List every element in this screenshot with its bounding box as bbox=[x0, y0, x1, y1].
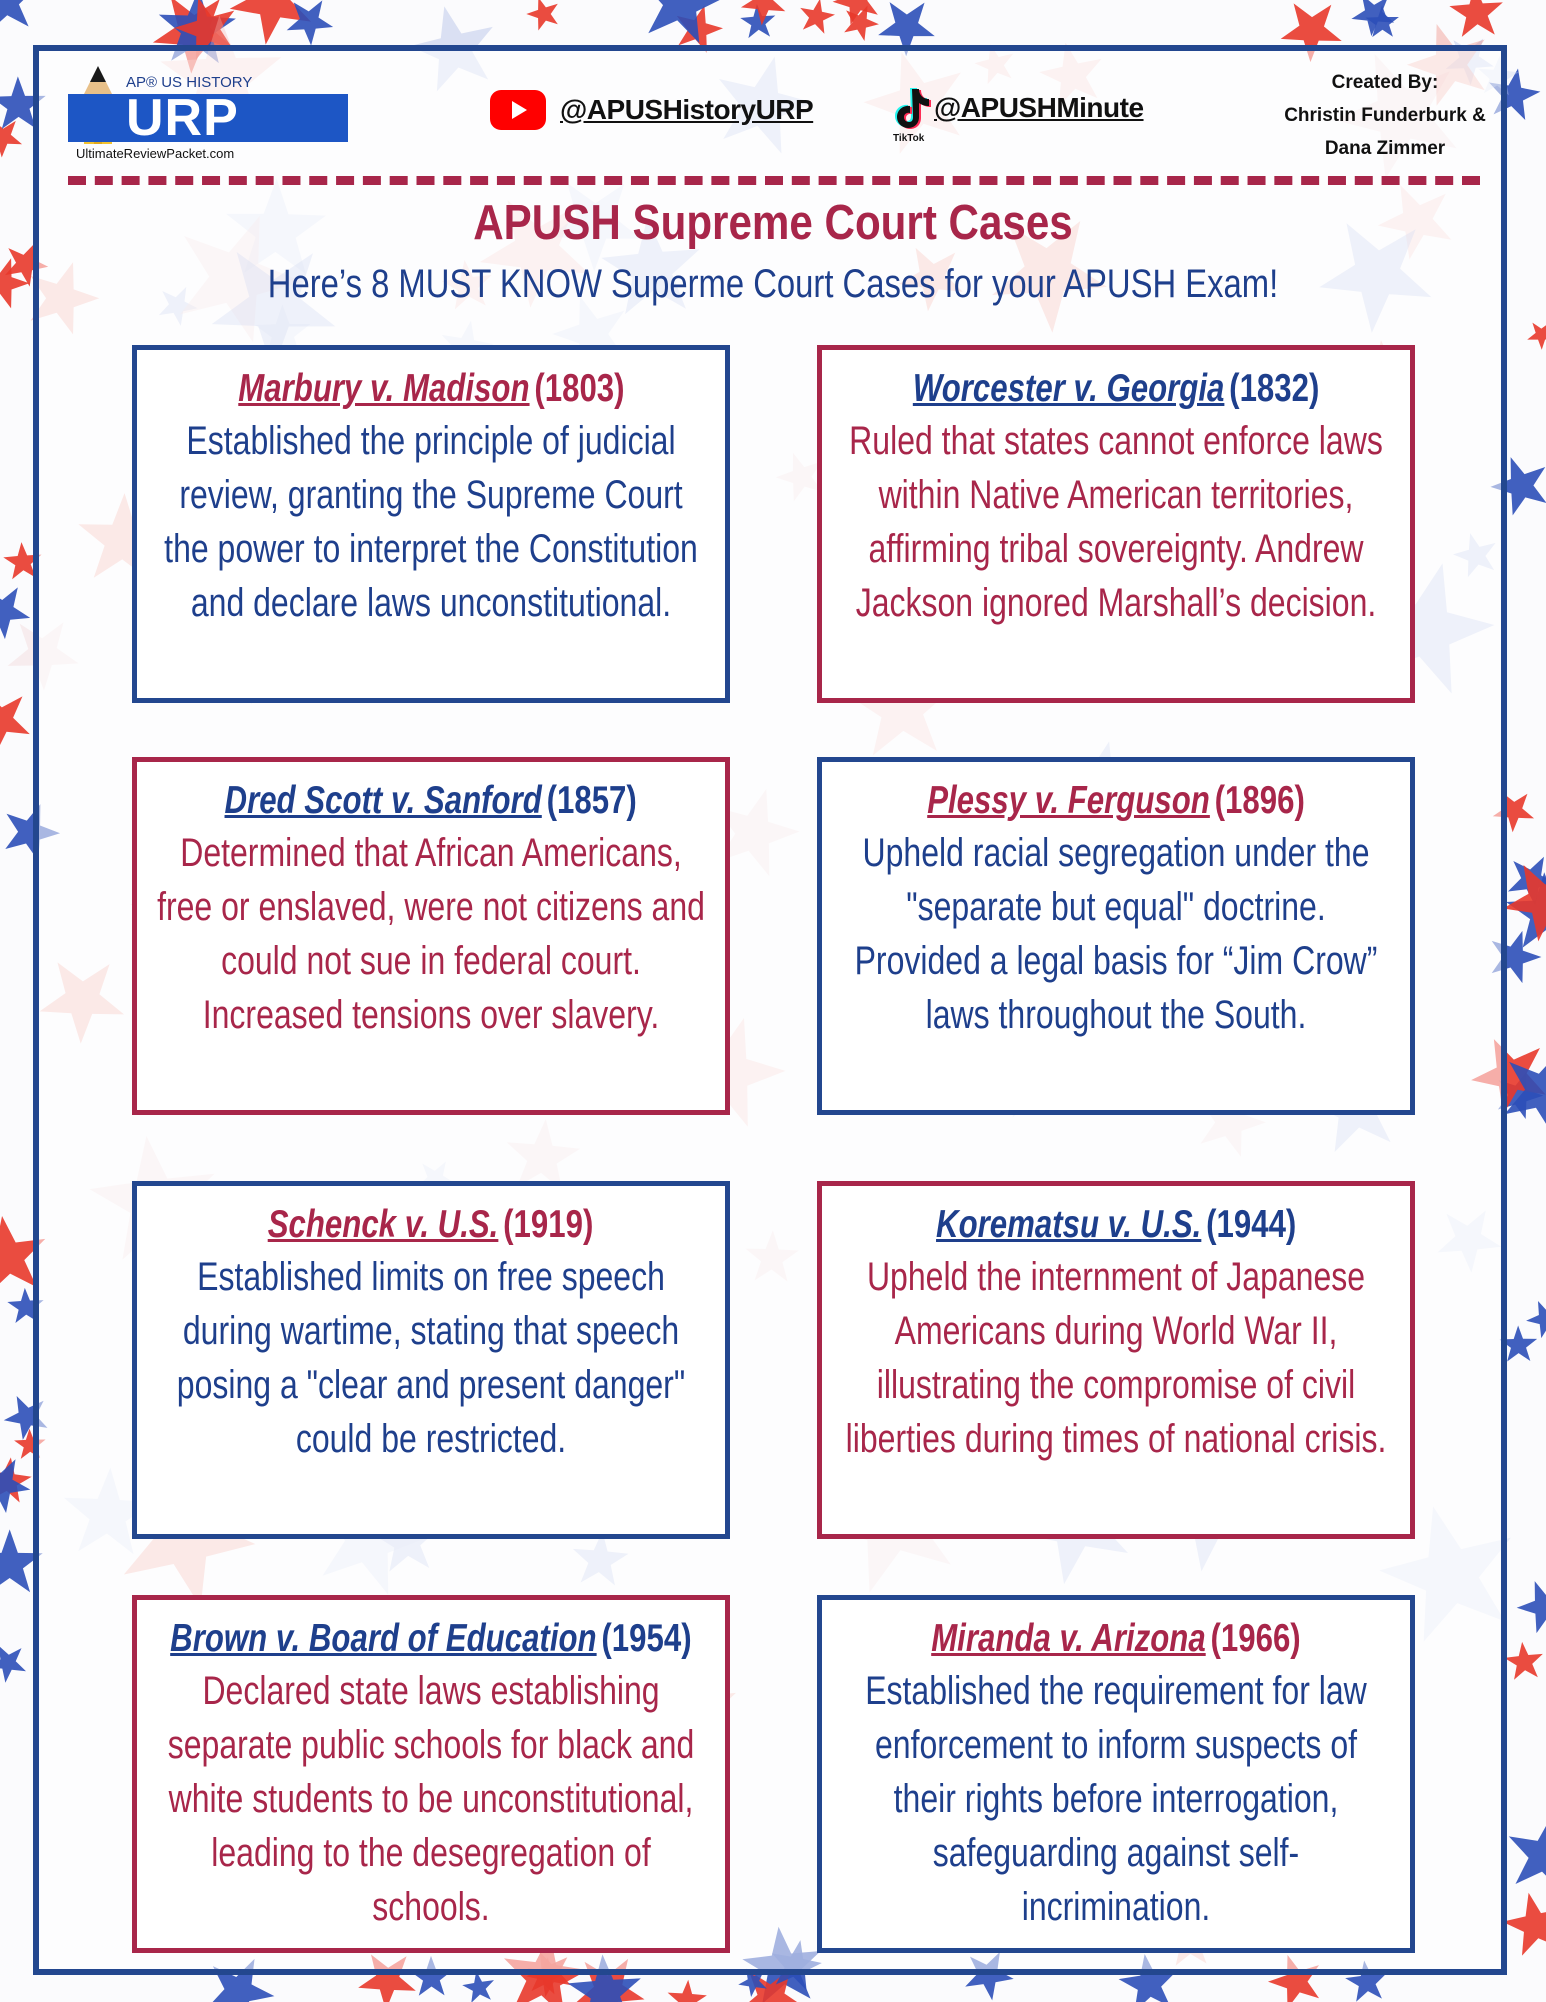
case-heading bbox=[268, 1200, 594, 1250]
page-title: APUSH Supreme Court Cases bbox=[473, 196, 1073, 250]
credits-authors-line1: Christin Funderburk & bbox=[1284, 105, 1486, 126]
case-card-schenck bbox=[132, 1181, 730, 1539]
case-card-plessy bbox=[817, 757, 1415, 1115]
case-year: (1966) bbox=[1210, 1617, 1301, 1660]
case-name: Dred Scott v. Sanford bbox=[224, 779, 543, 822]
case-card-worcester bbox=[817, 345, 1415, 703]
case-name: Schenck v. U.S. bbox=[268, 1203, 499, 1246]
case-year: (1954) bbox=[601, 1617, 692, 1660]
case-heading bbox=[927, 776, 1305, 826]
case-description: Declared state laws establishing separate public schools for black and white students to be unconstitutional, leading to the desegregation of schools. bbox=[167, 1669, 695, 1929]
case-description: Established the principle of judicial review, granting the Supreme Court the power to interpret the Constitution and declare laws unconstitutional. bbox=[164, 419, 698, 625]
case-description: Determined that African Americans, free or enslaved, were not citizens and could not sue in federal court. Increased tensions over slavery. bbox=[157, 831, 705, 1037]
case-name: Brown v. Board of Education bbox=[170, 1617, 597, 1660]
logo-url: UltimateReviewPacket.com bbox=[76, 146, 235, 161]
logo-wordmark: URP bbox=[126, 89, 239, 147]
logo-tagline: AP® US HISTORY bbox=[126, 74, 253, 91]
case-description: Ruled that states cannot enforce laws within Native American territories, affirming tribal sovereignty. Andrew Jackson ignored Marshall’s decision. bbox=[849, 419, 1383, 625]
case-name: Plessy v. Ferguson bbox=[927, 779, 1210, 822]
case-card-brown bbox=[132, 1595, 730, 1953]
case-heading bbox=[936, 1200, 1296, 1250]
case-year: (1832) bbox=[1229, 367, 1320, 410]
case-heading bbox=[238, 364, 624, 414]
case-year: (1857) bbox=[546, 779, 638, 822]
header-divider bbox=[68, 176, 1480, 185]
case-year: (1944) bbox=[1205, 1203, 1297, 1246]
credits-label: Created By: bbox=[1331, 72, 1439, 93]
case-heading bbox=[913, 364, 1320, 414]
case-card-dred-scott bbox=[132, 757, 730, 1115]
tiktok-link[interactable] bbox=[892, 86, 1144, 130]
case-card-miranda bbox=[817, 1595, 1415, 1953]
case-card-korematsu bbox=[817, 1181, 1415, 1539]
case-year: (1919) bbox=[503, 1203, 594, 1246]
case-name: Korematsu v. U.S. bbox=[935, 1203, 1202, 1246]
urp-logo[interactable] bbox=[68, 66, 353, 166]
case-name: Marbury v. Madison bbox=[237, 367, 530, 410]
case-description: Upheld the internment of Japanese Americans during World War II, illustrating the compromise of civil liberties during times of national crisis. bbox=[845, 1255, 1387, 1461]
case-year: (1896) bbox=[1214, 779, 1305, 822]
credits-authors-line2: Dana Zimmer bbox=[1324, 138, 1446, 159]
youtube-link[interactable] bbox=[490, 90, 813, 130]
tiktok-handle: @APUSHMinute bbox=[934, 92, 1144, 123]
case-heading bbox=[170, 1614, 691, 1664]
case-name: Worcester v. Georgia bbox=[912, 367, 1225, 410]
page-subtitle: Here’s 8 MUST KNOW Superme Court Cases for your APUSH Exam! bbox=[267, 262, 1279, 306]
youtube-icon bbox=[490, 90, 546, 130]
tiktok-caption: TikTok bbox=[893, 133, 925, 144]
youtube-handle: @APUSHistoryURP bbox=[560, 94, 814, 125]
credits bbox=[1270, 66, 1500, 165]
case-card-marbury bbox=[132, 345, 730, 703]
case-description: Established the requirement for law enforcement to inform suspects of their rights before interrogation, safeguarding against self-incrimination. bbox=[865, 1669, 1367, 1929]
case-heading bbox=[225, 776, 637, 826]
case-year: (1803) bbox=[533, 367, 625, 410]
case-description: Established limits on free speech during wartime, stating that speech posing a "clear and present danger" could be restricted. bbox=[176, 1255, 686, 1461]
case-heading bbox=[931, 1614, 1301, 1664]
case-description: Upheld racial segregation under the "separate but equal" doctrine. Provided a legal basis for “Jim Crow” laws throughout the South. bbox=[854, 831, 1378, 1037]
case-name: Miranda v. Arizona bbox=[931, 1617, 1206, 1660]
tiktok-icon bbox=[892, 86, 932, 130]
